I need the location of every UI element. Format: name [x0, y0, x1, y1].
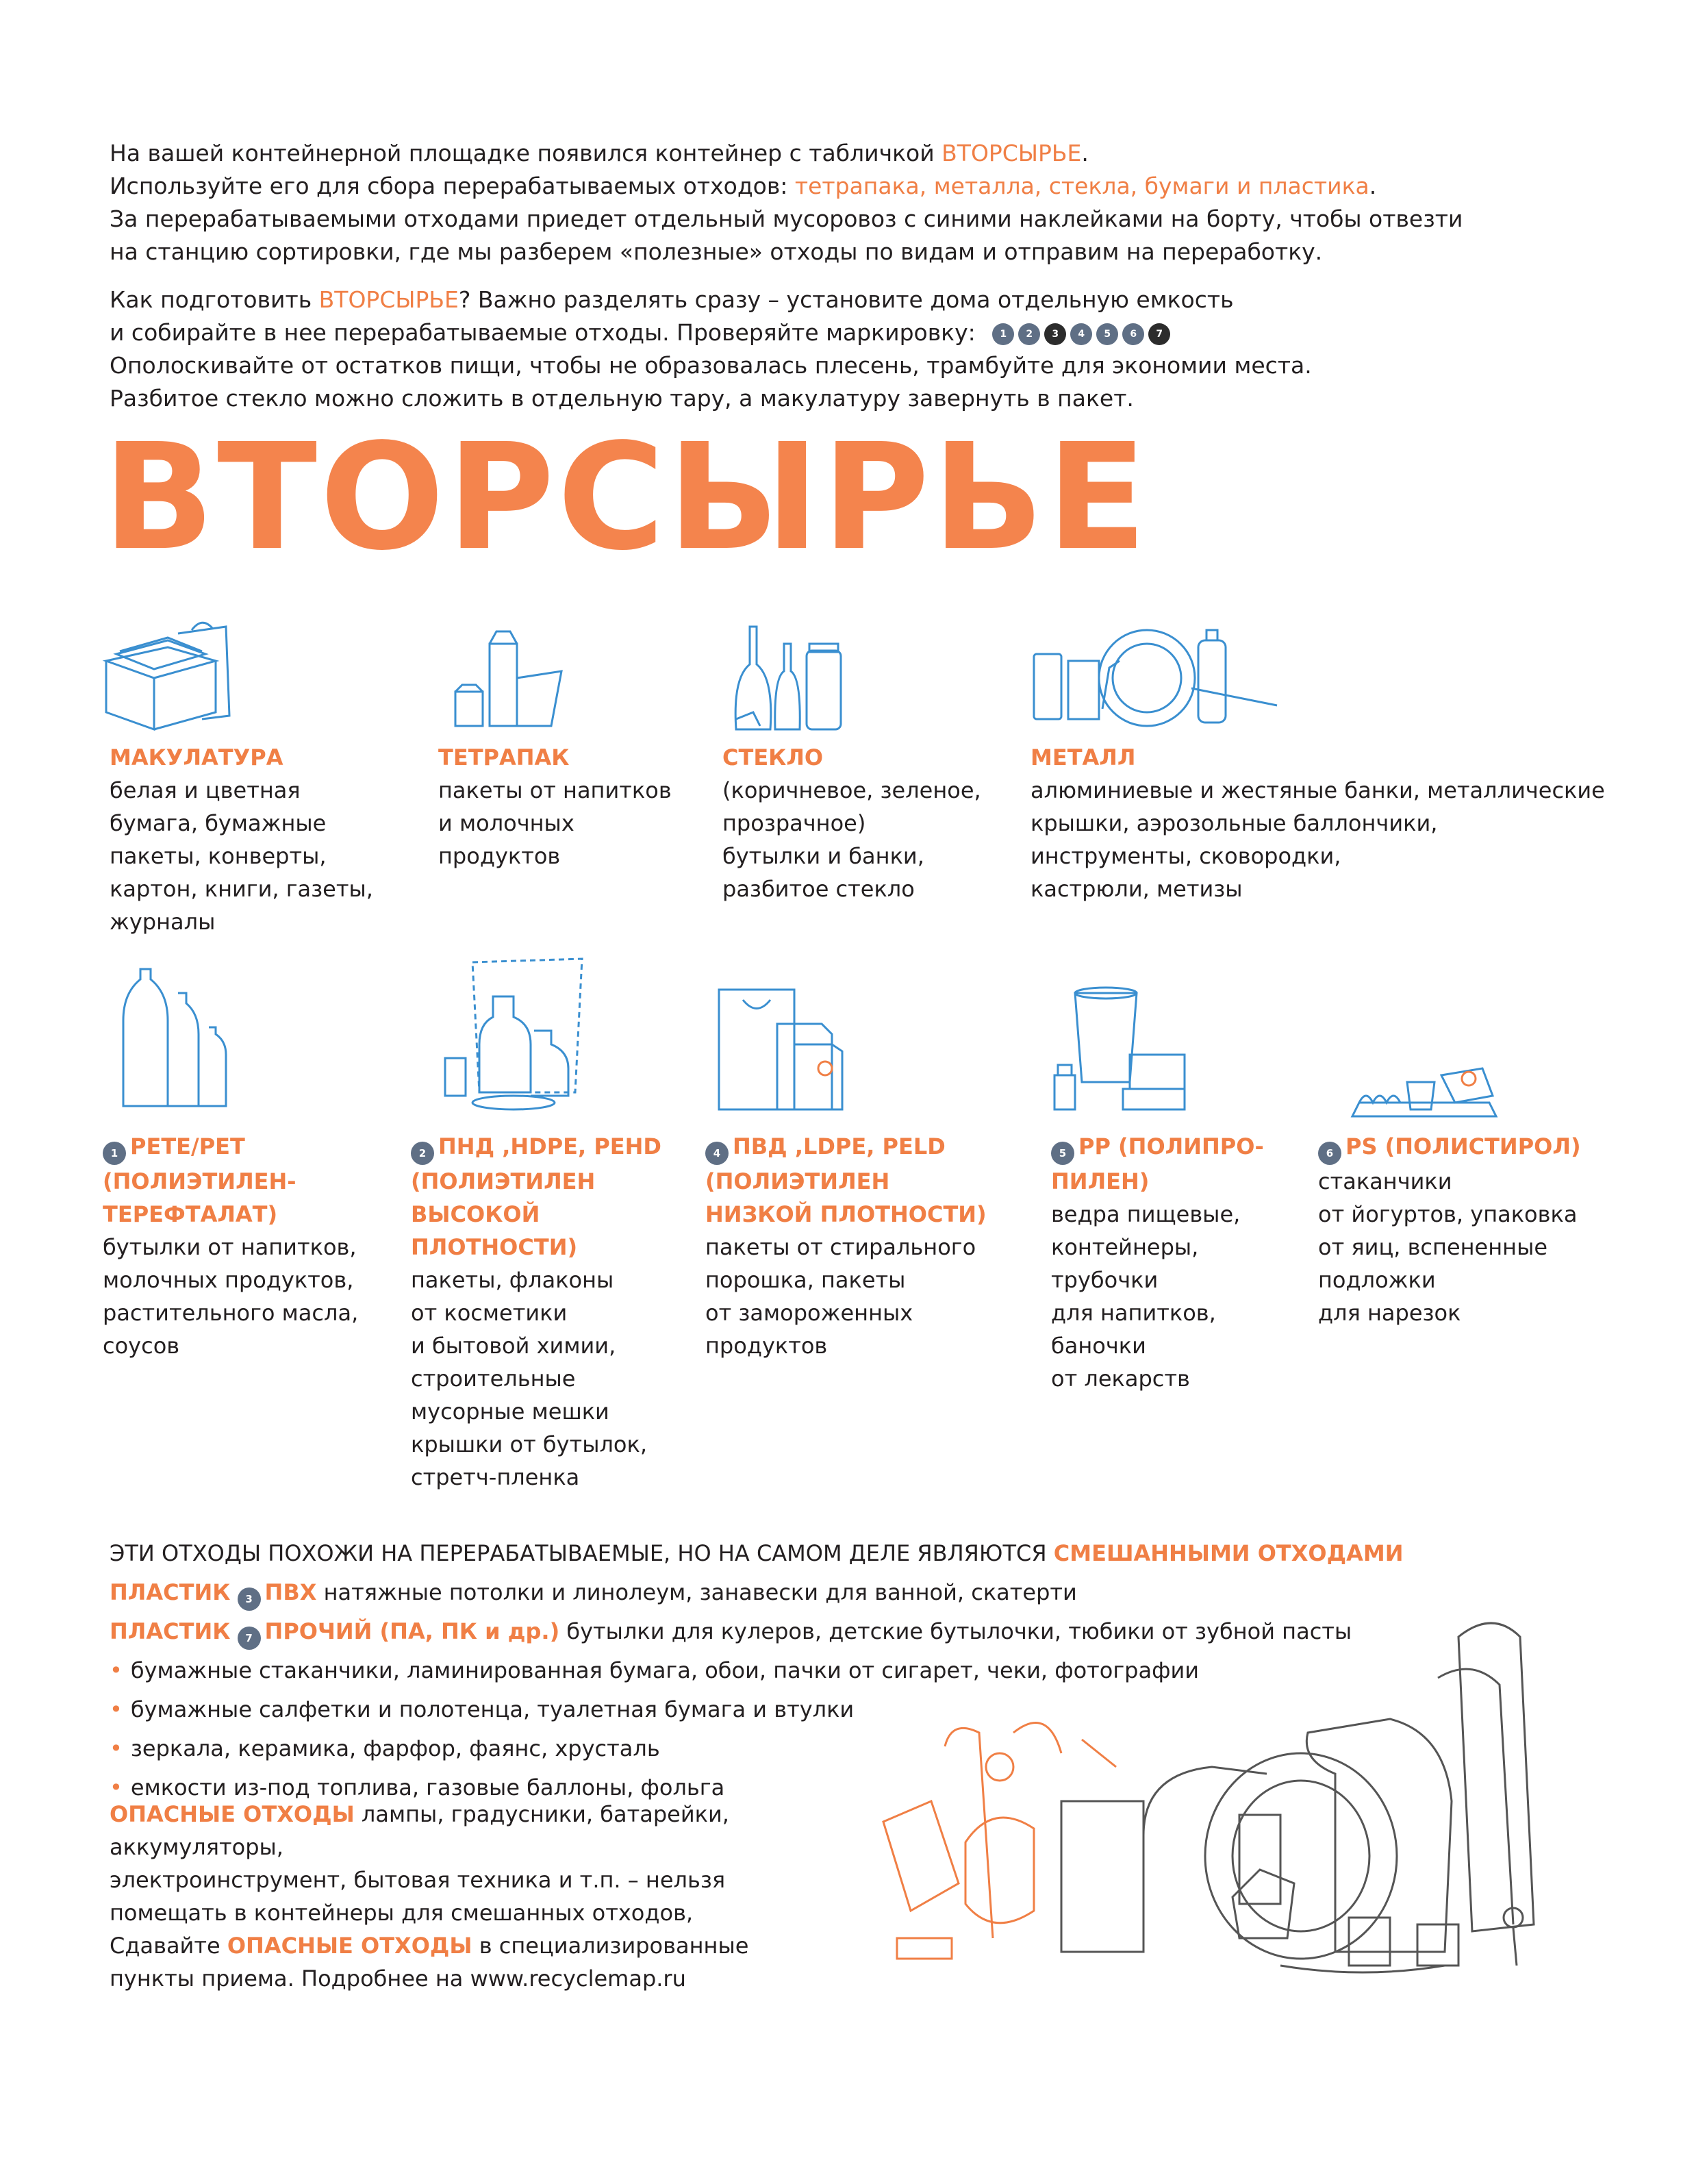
recycle-code-icon: 4	[1070, 323, 1092, 345]
category-desc: пакеты от напитков и молочных продуктов	[438, 777, 672, 869]
recycle-code-icon: 4	[705, 1142, 729, 1165]
category-metal	[1031, 741, 1633, 905]
plastic-desc: пакеты от стирального порошка, пакеты от замороженных продуктов	[705, 1234, 976, 1359]
intro-line: Разбитое стекло можно сложить в отдельную тару, а макулатуру завернуть в пакет.	[110, 385, 1134, 412]
recycle-code-icon: 6	[1318, 1142, 1341, 1165]
tetrapak-icon	[448, 630, 565, 733]
intro-line: Используйте его для сбора перерабатываемых отходов: тетрапака, металла, стекла, бумаги и пластика.	[110, 173, 1377, 199]
hazard-line: электроинструмент, бытовая техника и т.п. – нельзя	[110, 1867, 726, 1893]
category-title: СТЕКЛО	[722, 744, 824, 770]
paper-boxes-icon	[99, 620, 236, 733]
intro-text	[110, 137, 1479, 415]
plastic-title: 6 PS (ПОЛИСТИРОЛ)	[1318, 1130, 1626, 1165]
plastic-title: 2 ПНД ,HDPE, PEHD (ПОЛИЭТИЛЕН ВЫСОКОЙ ПЛОТНОСТИ)	[411, 1133, 661, 1260]
ps-packaging-icon	[1345, 1055, 1503, 1120]
recycle-code-icon: 2	[1018, 323, 1040, 345]
mixed-waste-illustration	[856, 1596, 1561, 1979]
plastic-title: 1 PETE/PET (ПОЛИЭТИЛЕН- ТЕРЕФТАЛАТ)	[103, 1133, 296, 1227]
intro-line: Как подготовить ВТОРСЫРЬЕ? Важно разделять сразу – установите дома отдельную емкость	[110, 286, 1234, 313]
hazard-line: помещать в контейнеры для смешанных отходов,	[110, 1900, 694, 1926]
hazard-line: Сдавайте ОПАСНЫЕ ОТХОДЫ в специализированные	[110, 1933, 749, 1959]
mixed-bullet: • зеркала, керамика, фарфор, фаянс, хрусталь	[110, 1735, 660, 1761]
plastic-title: 4 ПВД ,LDPE, PELD (ПОЛИЭТИЛЕН НИЗКОЙ ПЛОТНОСТИ)	[705, 1133, 987, 1227]
pet-bottles-icon	[110, 966, 240, 1109]
mixed-other-line: ПЛАСТИК 7 ПРОЧИЙ (ПА, ПК и др.) бутылки для кулеров, детские бутылочки, тюбики от зубной пасты	[110, 1612, 1513, 1651]
plastic-ldpe	[705, 1130, 1034, 1362]
plastic-desc: бутылки от напитков, молочных продуктов, растительного масла, соусов	[103, 1234, 359, 1359]
hazard-line: ОПАСНЫЕ ОТХОДЫ лампы, градусники, батарейки, аккумуляторы,	[110, 1801, 729, 1860]
intro-line: Ополоскивайте от остатков пищи, чтобы не образовалась плесень, трамбуйте для экономии места.	[110, 352, 1312, 379]
hdpe-items-icon	[438, 955, 616, 1113]
recycle-code-icon: 2	[411, 1142, 434, 1165]
recycle-code-icon: 5	[1051, 1142, 1074, 1165]
intro-line: на станцию сортировки, где мы разберем «полезные» отходы по видам и отправим на переработку.	[110, 238, 1323, 265]
mixed-bullet: • емкости из-под топлива, газовые баллоны, фольга	[110, 1774, 725, 1800]
hazard-section	[110, 1798, 863, 1995]
metal-items-icon	[1027, 613, 1280, 729]
plastic-pet	[103, 1130, 411, 1362]
category-desc: алюминиевые и жестяные банки, металлические крышки, аэрозольные баллончики, инструменты, сковородки, кастрюли, метизы	[1031, 777, 1605, 902]
plastic-ps	[1318, 1130, 1626, 1329]
ldpe-bags-icon	[712, 983, 849, 1113]
recycling-codes	[992, 323, 1170, 345]
mixed-heading: ЭТИ ОТХОДЫ ПОХОЖИ НА ПЕРЕРАБАТЫВАЕМЫЕ, НО НА САМОМ ДЕЛЕ ЯВЛЯЮТСЯ СМЕШАННЫМИ ОТХОДАМИ	[110, 1540, 1404, 1566]
category-desc: (коричневое, зеленое, прозрачное) бутылки и банки, разбитое стекло	[722, 777, 981, 902]
recycle-code-icon: 1	[992, 323, 1014, 345]
category-tetrapak	[438, 741, 712, 873]
recycle-code-icon: 7	[1148, 323, 1170, 345]
intro-line: и собирайте в нее перерабатываемые отходы. Проверяйте маркировку: 1 2 3 4 5 6 7	[110, 316, 1479, 349]
mixed-bullet: • бумажные салфетки и полотенца, туалетная бумага и втулки	[110, 1696, 855, 1722]
recycle-code-icon: 7	[238, 1627, 261, 1650]
intro-line: На вашей контейнерной площадке появился контейнер с табличкой ВТОРСЫРЬЕ.	[110, 140, 1089, 166]
mixed-bullet: • бумажные стаканчики, ламинированная бумага, обои, пачки от сигарет, чеки, фотографии	[110, 1657, 1200, 1683]
plastic-desc: стаканчики от йогуртов, упаковка от яиц, вспененные подложки для нарезок	[1318, 1168, 1578, 1326]
mixed-pvc-line: ПЛАСТИК 3 ПВХ натяжные потолки и линолеум, занавески для ванной, скатерти	[110, 1573, 1513, 1612]
recycle-code-icon: 3	[1044, 323, 1066, 345]
pp-containers-icon	[1048, 979, 1191, 1113]
page-title: ВТОРСЫРЬЕ	[103, 412, 1150, 583]
plastic-desc: пакеты, флаконы от косметики и бытовой химии, строительные мусорные мешки крышки от бутылок, стретч-пленка	[411, 1267, 647, 1490]
hazard-line: пункты приема. Подробнее на www.recyclemap.ru	[110, 1966, 686, 1992]
category-glass	[722, 741, 1010, 905]
plastic-hdpe	[411, 1130, 705, 1494]
plastic-title: 5 PP (ПОЛИПРО- ПИЛЕН)	[1051, 1133, 1264, 1194]
category-title: МАКУЛАТУРА	[110, 744, 283, 770]
category-desc: белая и цветная бумага, бумажные пакеты, конверты, картон, книги, газеты, журналы	[110, 777, 373, 935]
recycle-code-icon: 6	[1122, 323, 1144, 345]
category-title: МЕТАЛЛ	[1031, 744, 1136, 770]
category-paper	[110, 741, 397, 938]
plastic-pp	[1051, 1130, 1311, 1395]
glass-bottles-icon	[726, 623, 846, 733]
plastic-desc: ведра пищевые, контейнеры, трубочки для напитков, баночки от лекарств	[1051, 1201, 1241, 1392]
recycle-code-icon: 3	[238, 1587, 261, 1611]
recycle-code-icon: 1	[103, 1142, 126, 1165]
category-title: ТЕТРАПАК	[438, 744, 570, 770]
recycle-code-icon: 5	[1096, 323, 1118, 345]
intro-line: За перерабатываемыми отходами приедет отдельный мусоровоз с синими наклейками на борту, чтобы отвезти	[110, 205, 1463, 232]
